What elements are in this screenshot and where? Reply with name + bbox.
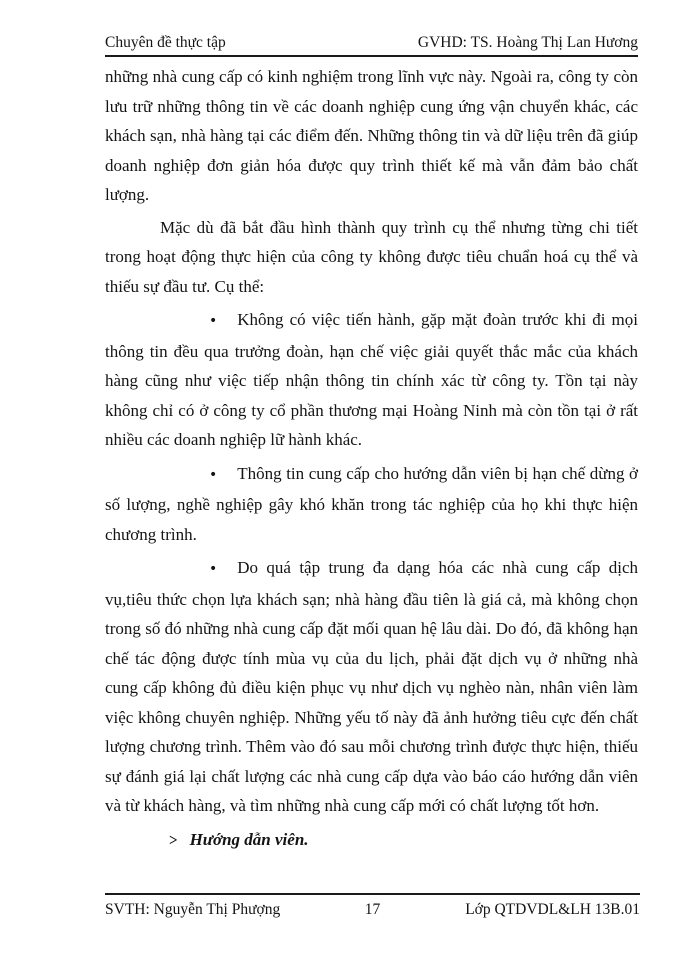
header-supervisor: GVHD: TS. Hoàng Thị Lan Hương [417,34,638,51]
bullet-icon: • [209,561,218,577]
footer-author: SVTH: Nguyễn Thị Phượng [105,901,281,918]
bullet-text: Thông tin cung cấp cho hướng dẫn viên bị hạn chế dừng ở số lượng, nghề nghiệp gây khó khăn trong tác nghiệp của họ khi thực hiện chương trình. [105,463,638,544]
footer-class: Lớp QTDVDL&LH 13B.01 [465,901,640,918]
bullet-item [105,459,638,550]
bullet-text: Không có việc tiến hành, gặp mặt đoàn trước khi đi mọi thông tin đều qua trưởng đoàn, hạn chế việc giải quyết thắc mắc của khách hàng cũng như việc tiếp nhận thông tin chính xác từ công ty. Tồn tại này không chỉ có ở công ty cổ phần thương mại Hoàng Ninh mà còn tồn tại ở rất nhiều các doanh nghiệp lữ hành khác. [105,310,638,449]
subheading-text: Hướng dẫn viên. [189,829,309,849]
paragraph-continued: những nhà cung cấp có kinh nghiệm trong lĩnh vực này. Ngoài ra, công ty còn lưu trữ những thông tin về các doanh nghiệp cung ứng vận chuyển khác, các khách sạn, nhà hàng tại các điểm đến. Những thông tin và dữ liệu trên đã giúp doanh nghiệp đơn giản hóa được quy trình thiết kế mà vẫn đảm bảo chất lượng. [105,67,638,204]
subheading-item [105,825,638,857]
bullet-item [105,553,638,821]
footer-page-number: 17 [364,901,381,918]
header-course-title: Chuyên đề thực tập [105,34,226,51]
page-header [105,34,638,57]
bullet-text: Do quá tập trung đa dạng hóa các nhà cung cấp dịch vụ,tiêu thức chọn lựa khách sạn; nhà hàng đầu tiên là giá cả, mà không chọn trong số đó những nhà cung cấp đặt mối quan hệ lâu dài. Do đó, đã không hạn chế tác động được tính mùa vụ của du lịch, phải đặt dịch vụ ở những nhà cung cấp không đủ điều kiện phục vụ như dịch vụ nghèo nàn, nhân viên làm việc không chuyên nghiệp. Những yếu tố này đã ảnh hưởng tiêu cực đến chất lượng chương trình. Thêm vào đó sau mỗi chương trình được thực hiện, thiếu sự đánh giá lại chất lượng các nhà cung cấp dựa vào báo cáo hướng dẫn viên và từ khách hàng, và tìm những nhà cung cấp mới có chất lượng tốt hơn. [105,558,638,815]
bullet-icon: • [209,313,218,329]
arrow-bullet-icon: > [169,831,178,850]
document-body [105,62,638,859]
bullet-icon: • [209,466,218,483]
page-footer [105,893,640,919]
paragraph-intro: Mặc dù đã bắt đầu hình thành quy trình cụ thể nhưng từng chi tiết trong hoạt động thực hiện của công ty không được tiêu chuẩn hoá cụ thể và thiếu sự đầu tư. Cụ thể: [105,217,638,296]
bullet-item [105,305,638,455]
